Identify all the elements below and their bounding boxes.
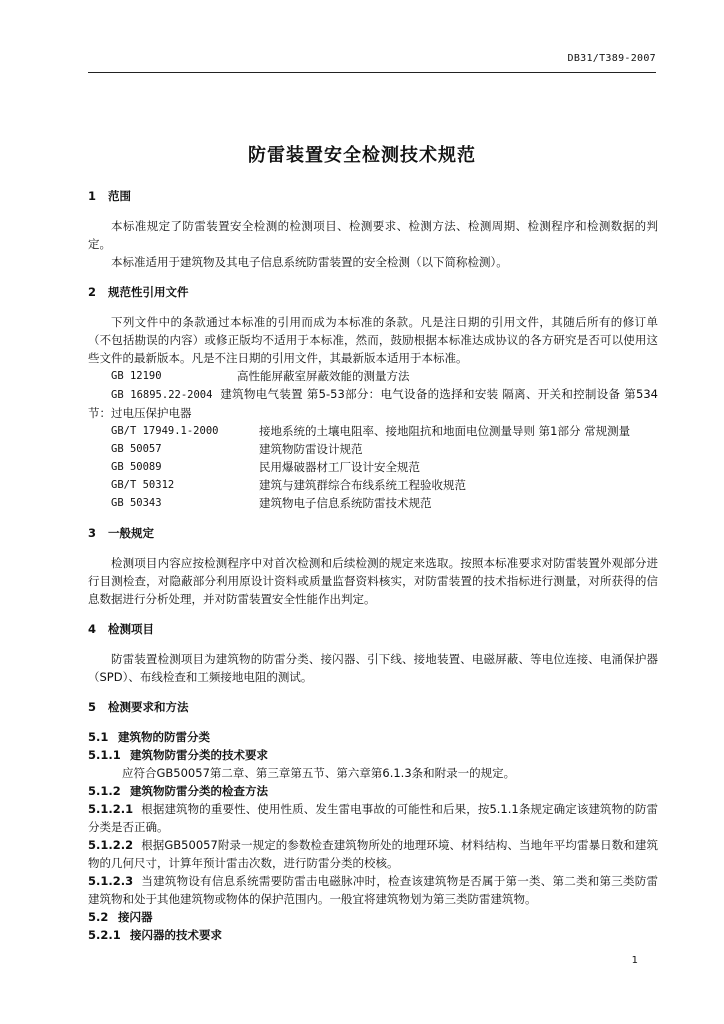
page-number: 1	[631, 955, 638, 966]
clause-text: 当建筑物设有信息系统需要防雷击电磁脉冲时，检查该建筑物是否属于第一类、第二类和第三类防雷建筑物和处于其他建筑物或物体的保护范围内。一般宜将建筑物划为第三类防雷建筑物。	[88, 874, 658, 906]
section-title: 规范性引用文件	[108, 285, 189, 299]
reference-code: GB 50343	[111, 497, 162, 509]
section-3-heading	[88, 524, 658, 542]
clause-title: 建筑物防雷分类的检查方法	[130, 784, 268, 798]
clause-number: 5.1.2.3	[88, 874, 134, 888]
section-title: 范围	[108, 189, 131, 203]
clause-text: 根据GB50057附录一规定的参数检查建筑物所处的地理环境、材料结构、当地年平均雷暴日数和建筑物的几何尺寸，计算年预计雷击次数，进行防雷分类的校核。	[88, 838, 658, 870]
section-title: 检测项目	[108, 622, 154, 636]
reference-item	[88, 440, 658, 458]
reference-code: GB/T 17949.1-2000	[111, 425, 219, 437]
reference-title: 民用爆破器材工厂设计安全规范	[259, 460, 420, 474]
reference-code: GB 50057	[111, 443, 162, 455]
document-title: 防雷装置安全检测技术规范	[248, 145, 476, 166]
clause-text: 根据建筑物的重要性、使用性质、发生雷电事故的可能性和后果，按5.1.1条规定确定该建筑物的防雷分类是否正确。	[88, 802, 658, 834]
reference-title: 建筑与建筑群综合布线系统工程验收规范	[259, 478, 466, 492]
section-1-heading	[88, 187, 658, 205]
section-2-heading	[88, 283, 658, 301]
reference-title: 建筑物防雷设计规范	[259, 442, 363, 456]
clause-title: 建筑物防雷分类的技术要求	[130, 748, 268, 762]
clause-title: 接闪器的技术要求	[130, 928, 222, 942]
clause-heading	[88, 782, 658, 800]
section-title: 一般规定	[108, 526, 154, 540]
clause-item	[88, 836, 658, 872]
clause-heading	[88, 746, 658, 764]
reference-code: GB 50089	[111, 461, 162, 473]
section-number: 2	[88, 285, 97, 299]
reference-code: GB 12190	[111, 370, 162, 382]
reference-title: 高性能屏蔽室屏蔽效能的测量方法	[237, 369, 410, 383]
clause-number: 5.2.1	[88, 928, 121, 942]
section-number: 3	[88, 526, 97, 540]
section-1-paragraph-2: 本标准适用于建筑物及其电子信息系统防雷装置的安全检测（以下简称检测）。	[111, 255, 508, 269]
clause-heading	[88, 908, 658, 926]
reference-title: 建筑物电子信息系统防雷技术规范	[259, 496, 432, 510]
clause-number: 5.1.2.1	[88, 802, 134, 816]
section-4-heading	[88, 620, 658, 638]
clause-item	[88, 872, 658, 908]
section-2-paragraph-1: 下列文件中的条款通过本标准的引用而成为本标准的条款。凡是注日期的引用文件，其随后所有的修订单（不包括勘误的内容）或修正版均不适用于本标准，然而，鼓励根据本标准达成协议的各方研究是否可以使用这些文件的最新版本。凡是不注日期的引用文件，其最新版本适用于本标准。	[88, 315, 658, 365]
reference-item	[88, 422, 658, 440]
clause-number: 5.1.2.2	[88, 838, 134, 852]
reference-code: GB 16895.22-2004	[111, 389, 213, 401]
section-5-heading	[88, 698, 658, 716]
section-title: 检测要求和方法	[108, 700, 189, 714]
clause-item	[88, 800, 658, 836]
clause-heading	[88, 728, 658, 746]
reference-item	[88, 494, 658, 512]
section-1-paragraph-1: 本标准规定了防雷装置安全检测的检测项目、检测要求、检测方法、检测周期、检测程序和检测数据的判定。	[88, 219, 658, 251]
reference-title: 接地系统的土壤电阻率、接地阻抗和地面电位测量导则 第1部分 常规测量	[259, 424, 631, 438]
reference-item	[88, 367, 658, 385]
section-3-paragraph-1: 检测项目内容应按检测程序中对首次检测和后续检测的规定来选取。按照本标准要求对防雷装置外观部分进行目测检查，对隐蔽部分利用原设计资料或质量监督资料核实，对防雷装置的技术指标进行测量，对所获得的信息数据进行分析处理，并对防雷装置安全性能作出判定。	[88, 556, 658, 606]
document-body	[88, 187, 658, 944]
standard-code: DB31/T389-2007	[567, 53, 656, 64]
reference-item	[88, 458, 658, 476]
clause-heading	[88, 926, 658, 944]
clause-title: 接闪器	[118, 910, 153, 924]
reference-code: GB/T 50312	[111, 479, 175, 491]
section-number: 5	[88, 700, 97, 714]
clause-title: 建筑物的防雷分类	[118, 730, 210, 744]
clause-number: 5.1.1	[88, 748, 121, 762]
clause-number: 5.1.2	[88, 784, 121, 798]
section-number: 1	[88, 189, 97, 203]
clause-number: 5.1	[88, 730, 109, 744]
clause-paragraph: 应符合GB50057第二章、第三章第五节、第六章第6.1.3条和附录一的规定。	[122, 766, 516, 780]
reference-item	[88, 476, 658, 494]
reference-item	[88, 385, 658, 422]
reference-title: 建筑物电气装置 第5-53部分：电气设备的选择和安装 隔离、开关和控制设备 第534节：过电压保护电器	[88, 387, 659, 420]
section-number: 4	[88, 622, 97, 636]
header-divider	[88, 72, 656, 73]
section-4-paragraph-1: 防雷装置检测项目为建筑物的防雷分类、接闪器、引下线、接地装置、电磁屏蔽、等电位连接、电涌保护器（SPD）、布线检查和工频接地电阻的测试。	[88, 652, 658, 684]
clause-number: 5.2	[88, 910, 109, 924]
